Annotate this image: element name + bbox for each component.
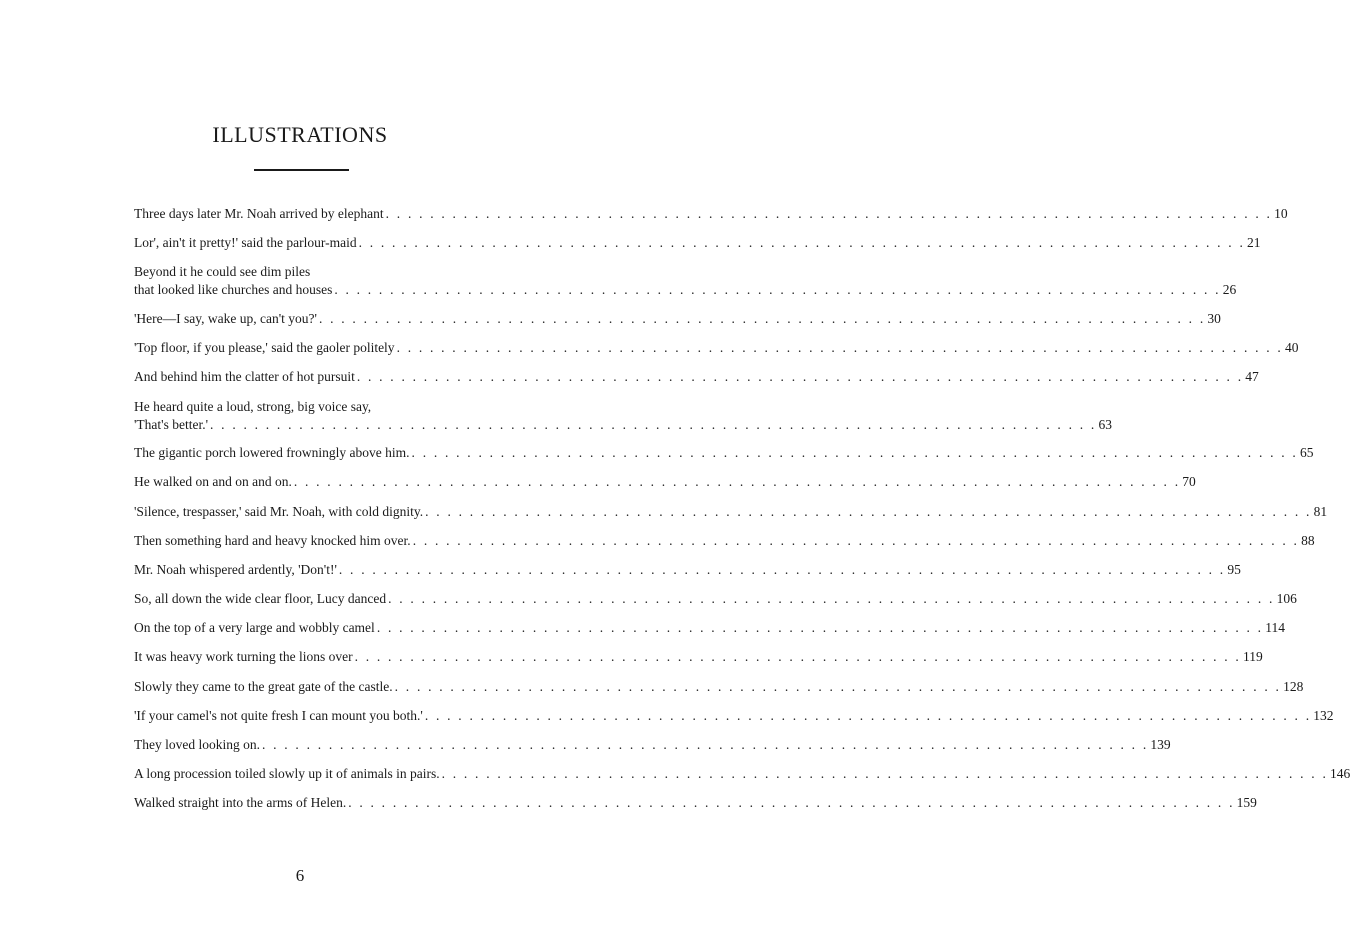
entry-page-number: 146 <box>1330 766 1350 782</box>
entry-caption: Walked straight into the arms of Helen. <box>134 795 347 811</box>
dot-leader: . . . . . . . . . . . . . . . . . . . . . . . . . . . . . . . . . . . . . . . . . . . . . . . . . . . . . . . . . . . . . . . . . . . . . . . . . . . . . . . . <box>424 707 1312 723</box>
entry-page-number: 30 <box>1207 310 1221 326</box>
entry-row <box>134 619 1285 637</box>
list-item <box>134 263 1237 299</box>
list-item <box>134 590 1297 608</box>
entry-row <box>134 794 1257 812</box>
list-item <box>134 339 1299 357</box>
entry-page-number: 47 <box>1245 369 1259 385</box>
list-item <box>134 368 1259 386</box>
entry-caption: Beyond it he could see dim piles <box>134 264 311 280</box>
list-item <box>134 532 1315 550</box>
list-item <box>134 234 1261 252</box>
entry-page-number: 63 <box>1098 416 1112 432</box>
list-item <box>134 444 1314 462</box>
entry-page-number: 88 <box>1301 532 1315 548</box>
entry-caption: On the top of a very large and wobbly camel <box>134 620 375 636</box>
entry-caption: 'Silence, trespasser,' said Mr. Noah, with cold dignity. <box>134 503 424 519</box>
entry-row <box>134 339 1299 357</box>
dot-leader: . . . . . . . . . . . . . . . . . . . . . . . . . . . . . . . . . . . . . . . . . . . . . . . . . . . . . . . . . . . . . . . . . . . . . . . . . . . . . . . . <box>411 445 1298 461</box>
list-item <box>134 205 1288 223</box>
entry-row <box>134 444 1314 462</box>
entry-row <box>134 590 1297 608</box>
entry-row <box>134 234 1261 252</box>
dot-leader: . . . . . . . . . . . . . . . . . . . . . . . . . . . . . . . . . . . . . . . . . . . . . . . . . . . . . . . . . . . . . . . . . . . . . . . . . . . . . . . . <box>425 503 1312 519</box>
entry-caption: He heard quite a loud, strong, big voice say, <box>134 398 372 414</box>
dot-leader: . . . . . . . . . . . . . . . . . . . . . . . . . . . . . . . . . . . . . . . . . . . . . . . . . . . . . . . . . . . . . . . . . . . . . . . . . . . . . . . . <box>293 474 1181 490</box>
entry-page-number: 70 <box>1182 474 1196 490</box>
entry-row <box>134 205 1288 223</box>
entry-page-number: 106 <box>1276 591 1297 607</box>
entry-page-number: 119 <box>1243 649 1263 665</box>
entry-caption: It was heavy work turning the lions over <box>134 649 353 665</box>
entry-line <box>134 398 469 416</box>
entry-row <box>134 368 1259 386</box>
entry-row <box>134 561 1241 579</box>
dot-leader: . . . . . . . . . . . . . . . . . . . . . . . . . . . . . . . . . . . . . . . . . . . . . . . . . . . . . . . . . . . . . . . . . . . . . . . . . . . . . . . . <box>412 532 1300 548</box>
entry-caption: Mr. Noah whispered ardently, 'Don't!' <box>134 561 337 577</box>
page-number: 6 <box>295 866 305 885</box>
dot-leader: . . . . . . . . . . . . . . . . . . . . . . . . . . . . . . . . . . . . . . . . . . . . . . . . . . . . . . . . . . . . . . . . . . . . . . . . . . . . . . . . <box>354 649 1242 665</box>
entry-caption: 'Here—I say, wake up, can't you?' <box>134 310 317 326</box>
entry-page-number: 128 <box>1283 678 1304 694</box>
list-item <box>134 310 1221 328</box>
entry-caption: So, all down the wide clear floor, Lucy danced <box>134 591 387 607</box>
list-item <box>134 473 1196 491</box>
entry-row <box>134 648 1263 666</box>
list-item <box>134 794 1257 812</box>
entry-caption: that looked like churches and houses <box>134 282 333 298</box>
entry-line <box>134 263 469 281</box>
entry-row <box>134 736 1171 754</box>
entry-row <box>134 678 1304 696</box>
illustrations-list <box>134 205 1350 824</box>
entry-caption: Lor', ain't it pretty!' said the parlour-maid <box>134 235 357 251</box>
dot-leader: . . . . . . . . . . . . . . . . . . . . . . . . . . . . . . . . . . . . . . . . . . . . . . . . . . . . . . . . . . . . . . . . . . . . . . . . . . . . . . . . <box>394 678 1282 694</box>
entry-caption: Slowly they came to the great gate of the castle. <box>134 678 393 694</box>
list-item <box>134 707 1334 725</box>
list-item <box>134 736 1171 754</box>
entry-caption: The gigantic porch lowered frowningly above him. <box>134 445 410 461</box>
dot-leader: . . . . . . . . . . . . . . . . . . . . . . . . . . . . . . . . . . . . . . . . . . . . . . . . . . . . . . . . . . . . . . . . . . . . . . . . . . . . . . . . <box>338 561 1226 577</box>
dot-leader: . . . . . . . . . . . . . . . . . . . . . . . . . . . . . . . . . . . . . . . . . . . . . . . . . . . . . . . . . . . . . . . . . . . . . . . . . . . . . . . . <box>388 591 1275 607</box>
dot-leader: . . . . . . . . . . . . . . . . . . . . . . . . . . . . . . . . . . . . . . . . . . . . . . . . . . . . . . . . . . . . . . . . . . . . . . . . . . . . . . . . <box>396 340 1283 356</box>
entry-page-number: 132 <box>1313 707 1334 723</box>
list-item <box>134 561 1241 579</box>
list-item <box>134 503 1328 521</box>
entry-caption: And behind him the clatter of hot pursuit <box>134 369 355 385</box>
entry-caption: 'Top floor, if you please,' said the gaoler politely <box>134 340 395 356</box>
entry-page-number: 139 <box>1150 737 1171 752</box>
entry-caption: Then something hard and heavy knocked him over. <box>134 532 411 548</box>
entry-page-number: 10 <box>1274 206 1288 221</box>
list-item <box>134 619 1285 637</box>
dot-leader: . . . . . . . . . . . . . . . . . . . . . . . . . . . . . . . . . . . . . . . . . . . . . . . . . . . . . . . . . . . . . . . . . . . . . . . . . . . . . . . . <box>358 235 1246 251</box>
entry-page-number: 40 <box>1285 340 1299 356</box>
entry-caption: A long procession toiled slowly up it of animals in pairs. <box>134 766 440 782</box>
entry-row <box>134 707 1334 725</box>
entry-row <box>134 281 1237 299</box>
entry-page-number: 95 <box>1227 561 1241 577</box>
entry-caption: 'If your camel's not quite fresh I can mount you both.' <box>134 707 423 723</box>
list-item <box>134 765 1350 783</box>
entry-caption: Three days later Mr. Noah arrived by elephant <box>134 206 384 221</box>
entry-caption: 'That's better.' <box>134 416 209 432</box>
page-title: ILLUSTRATIONS <box>212 122 388 147</box>
entry-row <box>134 416 1112 434</box>
entry-row <box>134 503 1328 521</box>
dot-leader: . . . . . . . . . . . . . . . . . . . . . . . . . . . . . . . . . . . . . . . . . . . . . . . . . . . . . . . . . . . . . . . . . . . . . . . . . . . . . . . . <box>356 369 1244 385</box>
entry-caption: He walked on and on and on. <box>134 474 292 490</box>
dot-leader: . . . . . . . . . . . . . . . . . . . . . . . . . . . . . . . . . . . . . . . . . . . . . . . . . . . . . . . . . . . . . . . . . . . . . . . . . . . . . . . . <box>348 795 1235 811</box>
entry-caption: They loved looking on. <box>134 737 260 752</box>
entry-row <box>134 473 1196 491</box>
entry-page-number: 21 <box>1247 235 1261 251</box>
entry-page-number: 159 <box>1236 795 1257 811</box>
dot-leader: . . . . . . . . . . . . . . . . . . . . . . . . . . . . . . . . . . . . . . . . . . . . . . . . . . . . . . . . . . . . . . . . . . . . . . . . . . . . . . . . <box>376 620 1264 636</box>
entry-row <box>134 532 1315 550</box>
dot-leader: . . . . . . . . . . . . . . . . . . . . . . . . . . . . . . . . . . . . . . . . . . . . . . . . . . . . . . . . . . . . . . . . . . . . . . . . . . . . . . . . <box>210 416 1097 432</box>
title-rule-divider <box>254 169 349 171</box>
entry-row <box>134 765 1350 783</box>
dot-leader: . . . . . . . . . . . . . . . . . . . . . . . . . . . . . . . . . . . . . . . . . . . . . . . . . . . . . . . . . . . . . . . . . . . . . . . . . . . . . . . . <box>385 206 1273 221</box>
entry-row <box>134 310 1221 328</box>
entry-page-number: 65 <box>1299 445 1314 461</box>
entry-page-number: 26 <box>1222 282 1237 298</box>
dot-leader: . . . . . . . . . . . . . . . . . . . . . . . . . . . . . . . . . . . . . . . . . . . . . . . . . . . . . . . . . . . . . . . . . . . . . . . . . . . . . . . . <box>318 310 1206 326</box>
list-item <box>134 398 1112 434</box>
entry-page-number: 81 <box>1313 503 1328 519</box>
dot-leader: . . . . . . . . . . . . . . . . . . . . . . . . . . . . . . . . . . . . . . . . . . . . . . . . . . . . . . . . . . . . . . . . . . . . . . . . . . . . . . . . <box>441 766 1329 782</box>
list-item <box>134 678 1304 696</box>
dot-leader: . . . . . . . . . . . . . . . . . . . . . . . . . . . . . . . . . . . . . . . . . . . . . . . . . . . . . . . . . . . . . . . . . . . . . . . . . . . . . . . . <box>334 282 1221 298</box>
entry-page-number: 114 <box>1265 620 1285 636</box>
dot-leader: . . . . . . . . . . . . . . . . . . . . . . . . . . . . . . . . . . . . . . . . . . . . . . . . . . . . . . . . . . . . . . . . . . . . . . . . . . . . . . . . <box>261 737 1149 752</box>
list-item <box>134 648 1263 666</box>
